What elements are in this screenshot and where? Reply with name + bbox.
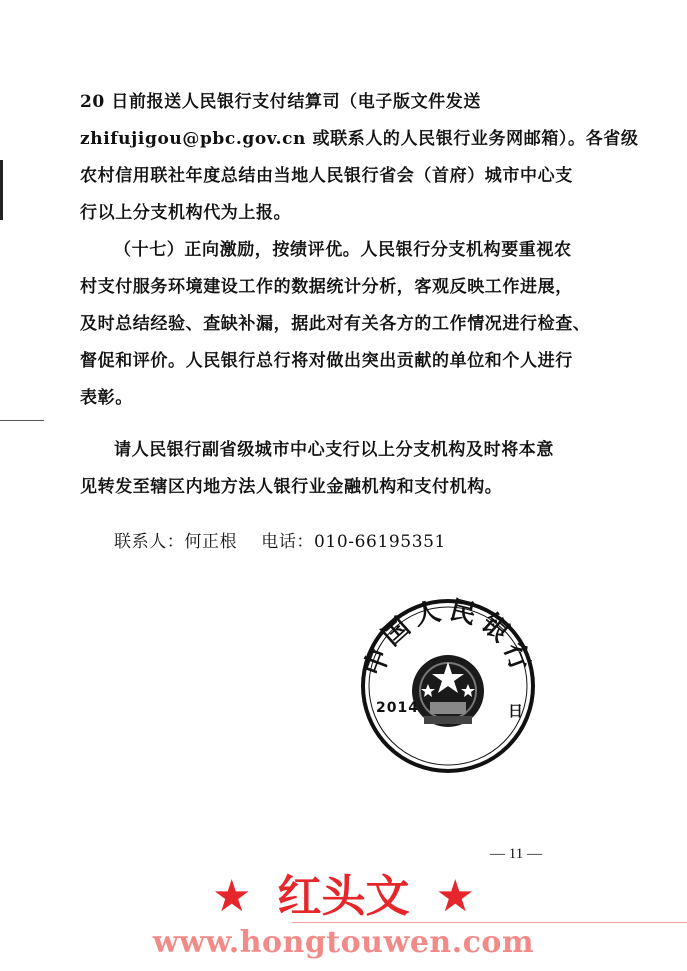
watermark-url: www.hongtouwen.com bbox=[152, 925, 535, 960]
body-line: 20 日前报送人民银行支付结算司（电子版文件发送 bbox=[80, 92, 481, 112]
body-line: 表彰。 bbox=[80, 388, 133, 408]
page-number: — 11 — bbox=[490, 846, 542, 862]
official-seal bbox=[358, 596, 538, 776]
closing-line: 见转发至辖区内地方法人银行业金融机构和支付机构。 bbox=[80, 477, 503, 497]
contact-info bbox=[114, 532, 634, 552]
body-line: zhifujigou@pbc.gov.cn 或联系人的人民银行业务网邮箱）。各省级 bbox=[80, 129, 639, 149]
watermark-title-row bbox=[0, 870, 687, 924]
national-emblem-icon bbox=[412, 655, 484, 727]
body-line: 及时总结经验、查缺补漏，据此对有关各方的工作情况进行检查、 bbox=[80, 314, 591, 334]
contact-phone: 电话：010-66195351 bbox=[261, 532, 446, 552]
star-icon: ★ bbox=[435, 871, 475, 922]
scan-edge-line bbox=[0, 420, 44, 421]
body-line: 行以上分支机构代为上报。 bbox=[80, 203, 292, 223]
watermark-divider bbox=[292, 922, 687, 923]
section-17-heading-line: （十七）正向激励，按绩评优。人民银行分支机构要重视农 bbox=[114, 240, 572, 260]
site-watermark bbox=[0, 870, 687, 971]
scan-edge-mark bbox=[0, 160, 3, 220]
star-icon: ★ bbox=[212, 871, 252, 922]
seal-ring-text: 中国人民银行 bbox=[358, 596, 538, 680]
closing-line: 请人民银行副省级城市中心支行以上分支机构及时将本意 bbox=[114, 440, 554, 460]
body-line: 督促和评价。人民银行总行将对做出突出贡献的单位和个人进行 bbox=[80, 351, 573, 371]
watermark-title: 红头文 bbox=[277, 871, 410, 922]
seal-date: 2014 bbox=[376, 700, 419, 716]
body-line: 农村信用联社年度总结由当地人民银行省会（首府）城市中心支 bbox=[80, 166, 573, 186]
body-line: 村支付服务环境建设工作的数据统计分析，客观反映工作进展， bbox=[80, 277, 573, 297]
seal-day-char: 日 bbox=[508, 702, 524, 720]
contact-person: 联系人：何正根 bbox=[114, 532, 238, 552]
